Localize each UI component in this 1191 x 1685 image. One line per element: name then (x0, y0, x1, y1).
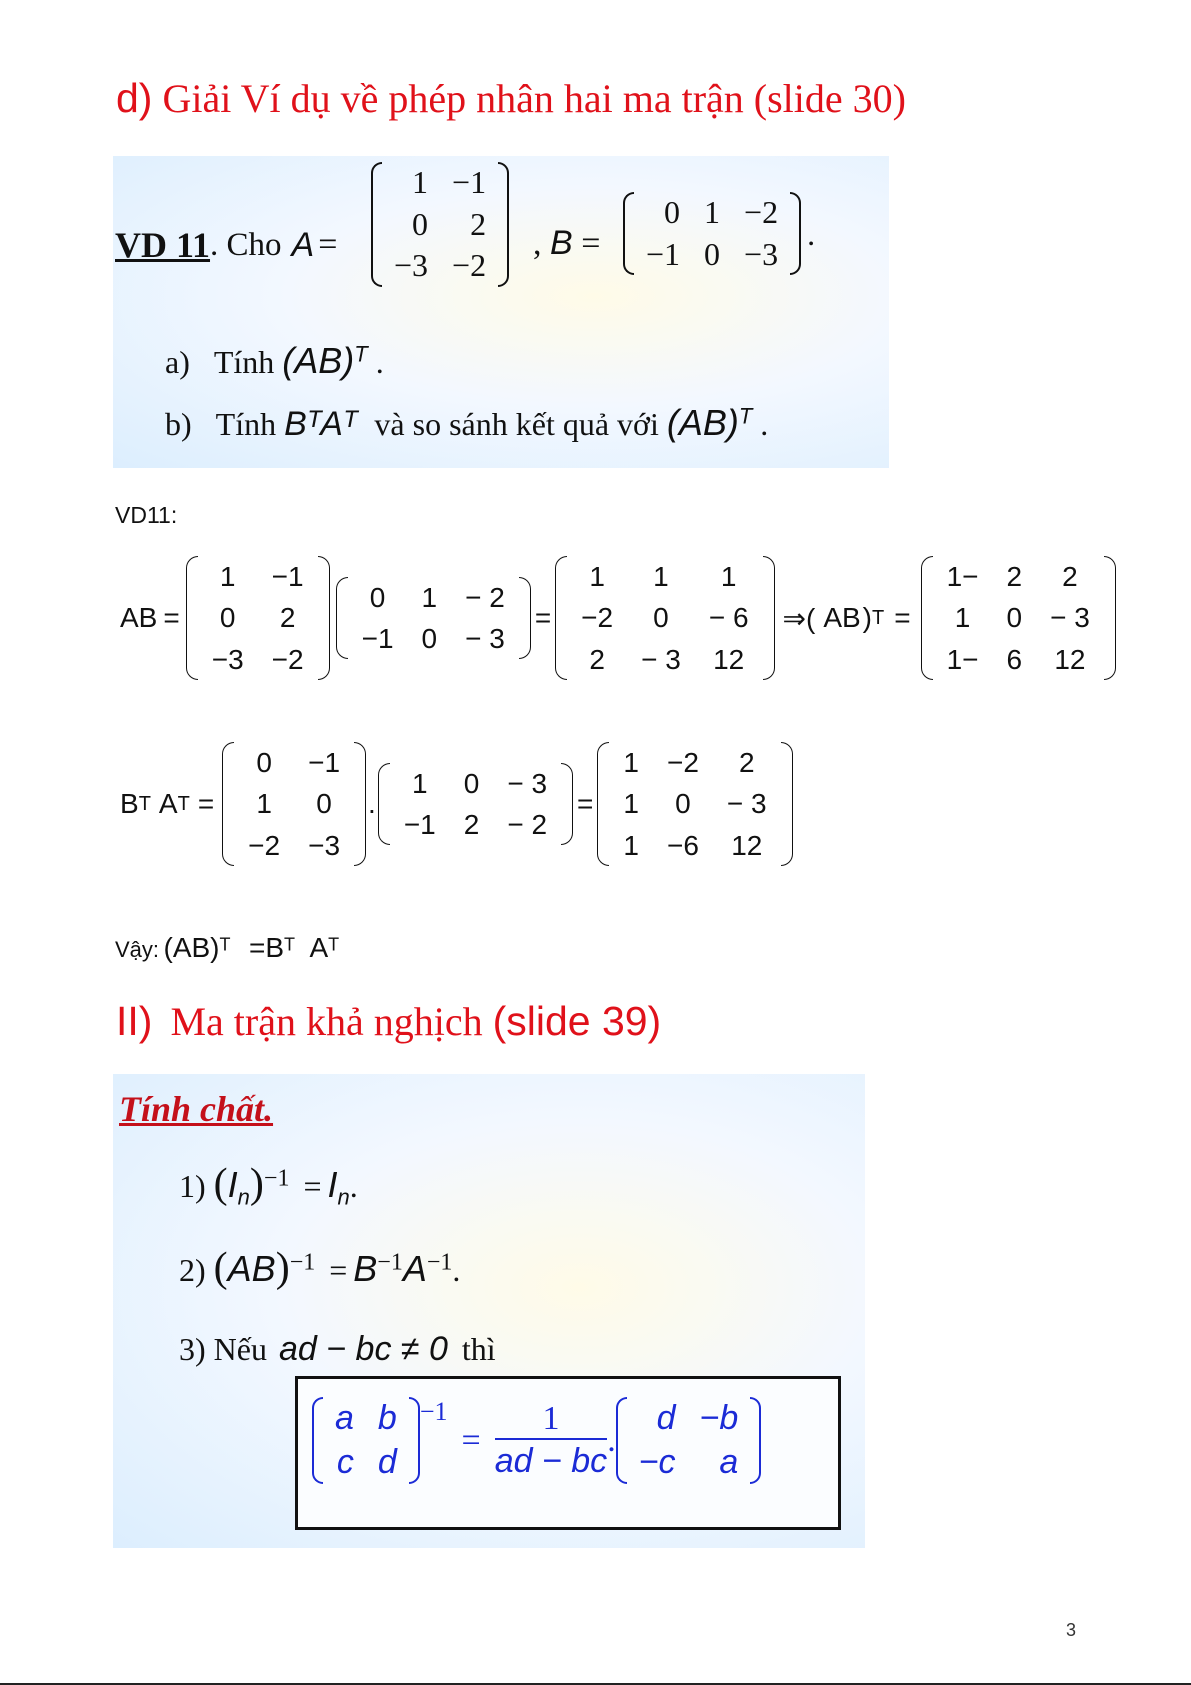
work-matrix-ab-row (567, 556, 762, 597)
work-matrix-abt-entry: 1 (954, 602, 971, 634)
section-heading-ii: II) Ma trận khả nghịch (slide 39) (116, 998, 662, 1044)
property-1: 1) $(I_n)^{-1} = I_n$. (179, 1161, 358, 1210)
work-matrix-btat-entry: 12 (731, 829, 763, 861)
work-matrix-btat-row (609, 825, 780, 866)
work-matrix-abt-entry: 6 (1006, 643, 1023, 675)
matrix-A (371, 162, 509, 287)
work-matrix-bt-entry: 1 (256, 788, 272, 820)
item-b: b) Tính BᵀAᵀ và so sánh kết quả với (AB)$^T$ . (165, 402, 769, 443)
work-matrix-abt-entry: 1− (946, 643, 979, 675)
work-matrix-btat-entry: −6 (666, 829, 699, 861)
matrix-b-entry: 0 (704, 235, 721, 272)
work-matrix-btat-entry: −2 (666, 747, 699, 778)
work-matrix-at-entry: 0 (463, 767, 480, 799)
work-matrix-abt-entry: 12 (1054, 643, 1086, 675)
work-matrix-a-row (198, 556, 318, 597)
work-matrix-bt-entry: −1 (308, 747, 341, 778)
work-matrix-bt-entry: −2 (248, 829, 281, 861)
section-heading-d: d) Giải Ví dụ về phép nhân hai ma trận (slide 30) (116, 75, 906, 121)
matrix-a-entry: −2 (452, 247, 487, 284)
work-matrix-ab-entry: 0 (653, 602, 669, 634)
work-matrix-ab-entry: −2 (581, 602, 614, 634)
work-matrix-ab-entry: − 3 (641, 643, 681, 675)
work-matrix-btat-entry: 1 (623, 829, 639, 861)
work-matrix-b-entry: − 3 (465, 623, 505, 655)
work-matrix-bt-entry: 0 (316, 788, 332, 820)
work-matrix-bt-row (234, 825, 354, 866)
work-matrix-ab-entry: 12 (713, 643, 745, 675)
work-matrix-abt-entry: − 3 (1050, 602, 1090, 634)
matrix-abcd (312, 1397, 420, 1484)
matrix-B: 0 1 −2 −1 0 −3 . (623, 192, 801, 275)
matrix-b-entry: −1 (646, 235, 681, 272)
work-matrix-bt-entry: −3 (308, 829, 341, 861)
work-matrix-ab-row (567, 639, 762, 680)
matrix-b-row (634, 234, 790, 276)
inverse-formula-box: a b c d $^{-1}$ = $\frac{1}{ad - bc}$ . d −b −c a (295, 1376, 841, 1530)
property-3: 3) Nếu ad − bc ≠ 0 thì (179, 1330, 496, 1368)
work-matrix-ab-entry: − 6 (708, 602, 749, 634)
work-matrix-btat-entry: 1 (623, 788, 639, 820)
formula-matrix-lhs-row (323, 1397, 409, 1441)
work-matrix-at-entry: − 2 (507, 809, 548, 841)
work-matrix-at-entry: 1 (412, 767, 428, 799)
formula-matrix-rhs-entry: −c (638, 1442, 676, 1481)
item-a: a) Tính (AB)$^T$ . (165, 340, 384, 381)
work-matrix-b-row (348, 577, 519, 618)
matrix-a-row (382, 204, 498, 246)
formula-matrix-rhs-entry: −b (699, 1399, 739, 1437)
fraction: $\frac{1}{ad - bc}$ (494, 1400, 608, 1481)
work-matrix-bt-row (234, 742, 354, 783)
work-matrix-at-entry: −1 (403, 809, 436, 841)
properties-title: Tính chất. (119, 1089, 274, 1129)
matrix-a-entry: 2 (470, 205, 487, 242)
work-matrix-a-entry: 1 (219, 561, 236, 592)
work-matrix-abt-entry: 2 (1062, 561, 1078, 592)
work-matrix-b-entry: 0 (421, 623, 438, 655)
property-2: 2) $(AB)^{-1} = B^{-1}A^{-1}$. (179, 1245, 461, 1291)
matrix-b-entry: 1 (704, 194, 721, 230)
formula-matrix-lhs-entry: a (335, 1399, 354, 1437)
matrix-b-entry: −2 (744, 194, 779, 230)
work-matrix-abt-entry: 1− (946, 561, 979, 592)
matrix-a-entry: 0 (412, 205, 429, 242)
slide-image-vd11: VD 11 . Cho A = 1 −1 0 2 −3 −2 , B = 0 1 −2 −1 0 −3 . a) Tính (AB)$^T$ . b) Tính BᵀAᵀ và so sánh kết quả với (AB)$^T$ . (113, 156, 889, 468)
matrix-b-entry: 0 (664, 194, 681, 230)
work-matrix-ab-entry: 1 (653, 561, 669, 592)
formula-matrix-rhs-entry: a (719, 1442, 739, 1481)
work-matrix-btat-entry: 1 (623, 747, 639, 778)
work-matrix-a-row (198, 639, 318, 680)
matrix-adjugate (616, 1397, 762, 1484)
matrix-a-entry: −3 (394, 247, 429, 284)
page-number: 3 (1066, 1620, 1077, 1640)
work-matrix-ab-row (567, 597, 762, 638)
work-matrix-ab-entry: 2 (589, 643, 605, 675)
matrix-b-entry: −3 (744, 235, 779, 272)
formula-matrix-lhs-entry: c (336, 1442, 354, 1481)
work-matrix-btat-entry: − 3 (726, 788, 767, 820)
work-matrix-ab-entry: 1 (589, 561, 605, 592)
work-matrix-bt-row (234, 783, 354, 824)
work-matrix-at-row (390, 804, 561, 845)
matrix-a-row (382, 162, 498, 204)
matrix-a-entry: 1 (412, 164, 429, 200)
work-matrix-b-entry: 0 (369, 581, 386, 613)
work-matrix-a-entry: −1 (271, 561, 304, 592)
formula-matrix-lhs-entry: d (377, 1442, 397, 1481)
formula-matrix-rhs-row (627, 1397, 751, 1441)
work-matrix-abt-entry: 0 (1006, 602, 1023, 634)
formula-matrix-rhs-row (627, 1441, 751, 1485)
work-matrix-a-row (198, 597, 318, 638)
work-matrix-b-entry: −1 (361, 623, 394, 655)
matrix-b-row (634, 192, 790, 234)
work-matrix-at-entry: 2 (463, 809, 480, 841)
work-matrix-a-entry: −3 (211, 643, 244, 675)
work-matrix-abt-row (933, 639, 1104, 680)
work-matrix-at-entry: − 3 (507, 767, 548, 799)
slide-image-properties (113, 1074, 865, 1548)
work-matrix-bt-entry: 0 (256, 747, 272, 778)
example-label: VD 11 (115, 225, 211, 265)
work-matrix-b-row (348, 618, 519, 659)
matrix-a-entry: −1 (452, 164, 487, 200)
formula-matrix-lhs-row (323, 1441, 409, 1485)
work-matrix-a-entry: 2 (279, 602, 296, 634)
work-matrix-ab-entry: 1 (720, 561, 737, 592)
work-matrix-a-entry: 0 (219, 602, 236, 634)
conclusion: Vậy: $(AB)^T =B^T$ $A^T$ (115, 932, 340, 963)
formula-matrix-rhs-entry: d (656, 1399, 676, 1437)
matrix-a-row (382, 245, 498, 287)
work-matrix-at-row (390, 763, 561, 804)
vd11-label: VD11: (115, 502, 178, 528)
work-matrix-btat-entry: 0 (675, 788, 691, 820)
btat-computation: B T A T = 0 −1 1 0 −2 −3 . 1 0 − 3 −1 2 − 2 = 1 −2 2 1 0 − 3 1 −6 12 (120, 742, 793, 866)
work-matrix-btat-entry: 2 (738, 747, 755, 778)
work-matrix-b-entry: 1 (421, 581, 438, 613)
formula-matrix-lhs-entry: b (377, 1399, 397, 1437)
work-matrix-btat-row (609, 783, 780, 824)
ab-computation: AB = 1 −1 0 2 −3 −2 0 1 − 2 −1 0 − 3 = 1 1 1 −2 0 − 6 2 − 3 12 ⇒( AB ) T = 1− 2 2 1 0 − 3 1− 6 12 (120, 556, 1116, 680)
work-matrix-abt-entry: 2 (1006, 561, 1023, 592)
work-matrix-b-entry: − 2 (465, 581, 505, 613)
work-matrix-a-entry: −2 (271, 643, 304, 675)
work-matrix-abt-row (933, 597, 1104, 638)
work-matrix-abt-row (933, 556, 1104, 597)
work-matrix-btat-row (609, 742, 780, 783)
